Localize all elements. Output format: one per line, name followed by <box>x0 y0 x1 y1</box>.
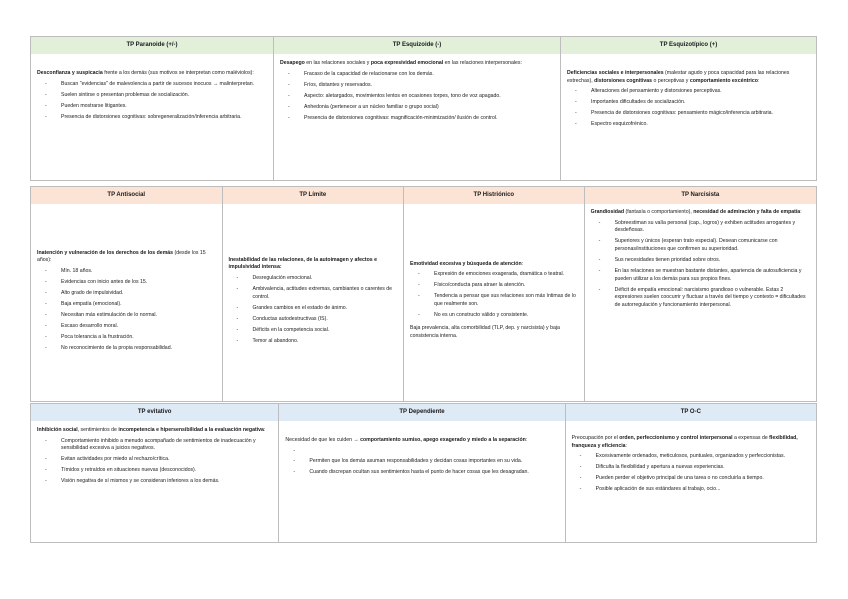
header-paranoide: TP Paranoide (+/-) <box>31 37 273 54</box>
list-item: - Cuando discrepan ocultan sus sentimientos hasta el punto de hacer cosas que les desagradan. <box>293 469 558 477</box>
bullet-list <box>37 438 272 486</box>
list-item: - Desregulación emocional. <box>237 275 398 283</box>
cell-paranoide <box>30 36 274 181</box>
intro-text: Inatención y vulneración de los derechos de los demás (desde los 15 años): <box>37 249 206 264</box>
body-narcisista <box>585 204 816 402</box>
bullet-list <box>37 81 267 122</box>
intro-text: Necesidad de que les cuiden → comportamiento sumiso, apego exagerado y miedo a la separación: <box>285 437 528 443</box>
list-item: - Pueden mostrarse litigantes. <box>45 103 267 111</box>
list-item: - Tímidos y retraídos en situaciones nuevas (desconocidos). <box>45 467 272 475</box>
intro-text: Inhibición social, sentimientos de incompetencia e hipersensibilidad a la evaluación negativa: <box>37 427 266 433</box>
list-item: - Déficits en la competencia social. <box>237 327 398 335</box>
intro-text: Desapego en las relaciones sociales y poca expresividad emocional en las relaciones interpersonales: <box>280 60 522 66</box>
list-item: - No reconocimiento de la propia responsabilidad. <box>45 345 216 353</box>
body-antisocial <box>31 204 222 402</box>
list-item: - Importantes dificultades de socialización. <box>575 99 810 107</box>
header-limite: TP Límite <box>223 187 404 204</box>
list-item: - Fríos, distantes y reservados. <box>288 82 554 90</box>
list-item: - Comportamiento inhibido a menudo acompañado de sentimientos de inadecuación y sensibilidad excesiva a juicios negativos. <box>45 438 272 453</box>
list-item: - Ambivalencia, actitudes extremas, cambiantes o carentes de control. <box>237 286 398 301</box>
list-item: - En las relaciones se muestran bastante distantes, apariencia de autosuficiencia y pueden utilizar a los demás para sus propios fines. <box>599 268 810 283</box>
list-item: - Escaso desarrollo moral. <box>45 323 216 331</box>
list-item: - Permiten que los demás asuman responsabilidades y decidan cosas importantes en su vida. <box>293 458 558 466</box>
list-item: - Pueden perder el objetivo principal de una tarea o no concluirla a tiempo. <box>580 475 810 483</box>
header-esquizoide: TP Esquizoide (-) <box>274 37 560 54</box>
intro-text: Desconfianza y suspicacia frente a los demás (sus motivos se interpretan como maléviolos): <box>37 70 254 76</box>
list-item <box>293 448 558 455</box>
list-item: - Mín. 18 años. <box>45 268 216 276</box>
note-text: Baja prevalencia, alta comorbilidad (TLP, dep. y narcisista) y baja consistencia interna. <box>410 325 560 339</box>
list-item: - Posible aplicación de sus estándares al trabajo, ocio... <box>580 486 810 494</box>
list-item: - Buscan "evidencias" de malevolencia a partir de sucesos inocuos → malinterpretan. <box>45 81 267 89</box>
cell-narcisista <box>584 186 817 402</box>
cell-oc <box>565 403 817 543</box>
list-item: - Excesivamente ordenados, meticulosos, puntuales, organizados y perfeccionistas. <box>580 453 810 461</box>
header-oc: TP O-C <box>566 404 816 421</box>
bullet-list <box>280 71 554 123</box>
cell-dependiente <box>278 403 565 543</box>
list-item: - Grandes cambios en el estado de ánimo. <box>237 305 398 313</box>
body-esquizotipico <box>561 54 816 181</box>
cell-evitativo <box>30 403 279 543</box>
header-histrionico: TP Histriónico <box>404 187 584 204</box>
header-evitativo: TP evitativo <box>31 404 278 421</box>
list-item: - Alto grado de impulsividad. <box>45 290 216 298</box>
list-item: - Presencia de distorsiones cognitivas: pensamiento mágico/inferencia arbitraria. <box>575 110 810 118</box>
header-dependiente: TP Dependiente <box>279 404 564 421</box>
list-item: - Poca tolerancia a la frustración. <box>45 334 216 342</box>
body-paranoide <box>31 54 273 181</box>
list-item: - Expresión de emociones exagerada, dramática o teatral. <box>418 271 578 279</box>
bullet-list <box>591 220 810 310</box>
list-item: - Anhedonia (pertenecer a un núcleo familiar o grupo social) <box>288 104 554 112</box>
list-item: - Déficit de empatía emocional: narcisismo grandioso o vulnerable. Estas 2 expresiones suelen coocurrir y fluctuar a través del tiempo y contexto = dificultades de autorregulación y funcionamiento interpersonal. <box>599 287 810 310</box>
body-histrionico <box>404 204 584 402</box>
cell-esquizoide <box>273 36 561 181</box>
list-item: - Sus necesidades tienen prioridad sobre otros. <box>599 257 810 265</box>
cell-histrionico <box>403 186 585 402</box>
list-item: - Espectro esquizofrénico. <box>575 121 810 129</box>
list-item: - Evidencias con inicio antes de los 15. <box>45 279 216 287</box>
list-item: - No es un constructo válido y consistente. <box>418 312 578 320</box>
cell-antisocial <box>30 186 223 402</box>
row-2 <box>30 186 817 402</box>
bullet-list <box>410 271 578 323</box>
intro-text: Emotividad excesiva y búsqueda de atención: <box>410 260 524 267</box>
list-item: - Sobreestiman su valía personal (cap., logros) y exhiben actitudes arrogantes y desdeñosas. <box>599 220 810 235</box>
list-item: - Suelen sintirse o presentan problemas de socialización. <box>45 92 267 100</box>
intro-text: Inestabilidad de las relaciones, de la autoimagen y afectos e impulsividad intensa: <box>228 256 377 271</box>
list-item: - Tendencia a pensar que sus relaciones son más íntimas de lo que realmente son. <box>418 293 578 308</box>
list-item: - Conductas autodestructivas (IS). <box>237 316 398 324</box>
header-antisocial: TP Antisocial <box>31 187 222 204</box>
intro-text: Deficiencias sociales e interpersonales (malestar agudo y poca capacidad para las relaciones estrechas), distorsiones cognitivas o perceptivas y comportamiento excéntrico: <box>567 70 790 84</box>
list-item: - Fracaso de la capacidad de relacionarse con los demás. <box>288 71 554 79</box>
body-evitativo <box>31 421 278 543</box>
bullet-list <box>285 448 558 477</box>
header-narcisista: TP Narcisista <box>585 187 816 204</box>
list-item: - Evitan actividades por miedo al rechazo/crítica. <box>45 456 272 464</box>
list-item: - Aspecto: aletargados, movimientos lentos en ocasiones torpes, tono de voz apagado. <box>288 93 554 101</box>
list-item: - Necesitan más estimulación de lo normal. <box>45 312 216 320</box>
list-item: - Superiores y únicos (esperan trato especial). Desean comunicarse con personas/instituciones que confirmen su superioridad. <box>599 238 810 253</box>
bullet-list <box>572 453 810 494</box>
cell-esquizotipico <box>560 36 817 181</box>
cell-limite <box>222 186 405 402</box>
body-oc <box>566 421 816 543</box>
bullet-list <box>37 268 216 357</box>
list-item: - Baja empatía (emocional). <box>45 301 216 309</box>
body-esquizoide <box>274 54 560 181</box>
row-3 <box>30 403 817 543</box>
intro-text: Preocupación por el orden, perfeccionismo y control interpersonal a expensas de flexibilidad, franqueza y eficiencia: <box>571 435 798 449</box>
body-dependiente <box>279 421 564 543</box>
header-esquizotipico: TP Esquizotípico (+) <box>561 37 816 54</box>
bullet-list <box>567 88 810 129</box>
intro-text: Grandiosidad (fantasía o comportamiento), necesidad de admiración y falta de empatía: <box>590 209 802 215</box>
list-item: - Presencia de distorsiones cognitivas: sobregeneralización/inferencia arbitraria. <box>45 114 267 122</box>
list-item: - Visión negativa de sí mismos y se consideran inferiores a los demás. <box>45 478 272 486</box>
list-item: - Dificulta la flexibilidad y apertura a nuevas experiencias. <box>580 464 810 472</box>
row-1 <box>30 36 817 181</box>
list-item: - Físico/conducta para atraer la atención. <box>418 282 578 290</box>
list-item: - Alteraciones del pensamiento y distorsiones perceptivas. <box>575 88 810 96</box>
list-item: - Presencia de distorsiones cognitivas: magnificación-minimización/ ilusión de control. <box>288 115 554 123</box>
list-item: - Temor al abandono. <box>237 338 398 346</box>
bullet-list <box>229 275 398 349</box>
body-limite <box>223 204 404 402</box>
